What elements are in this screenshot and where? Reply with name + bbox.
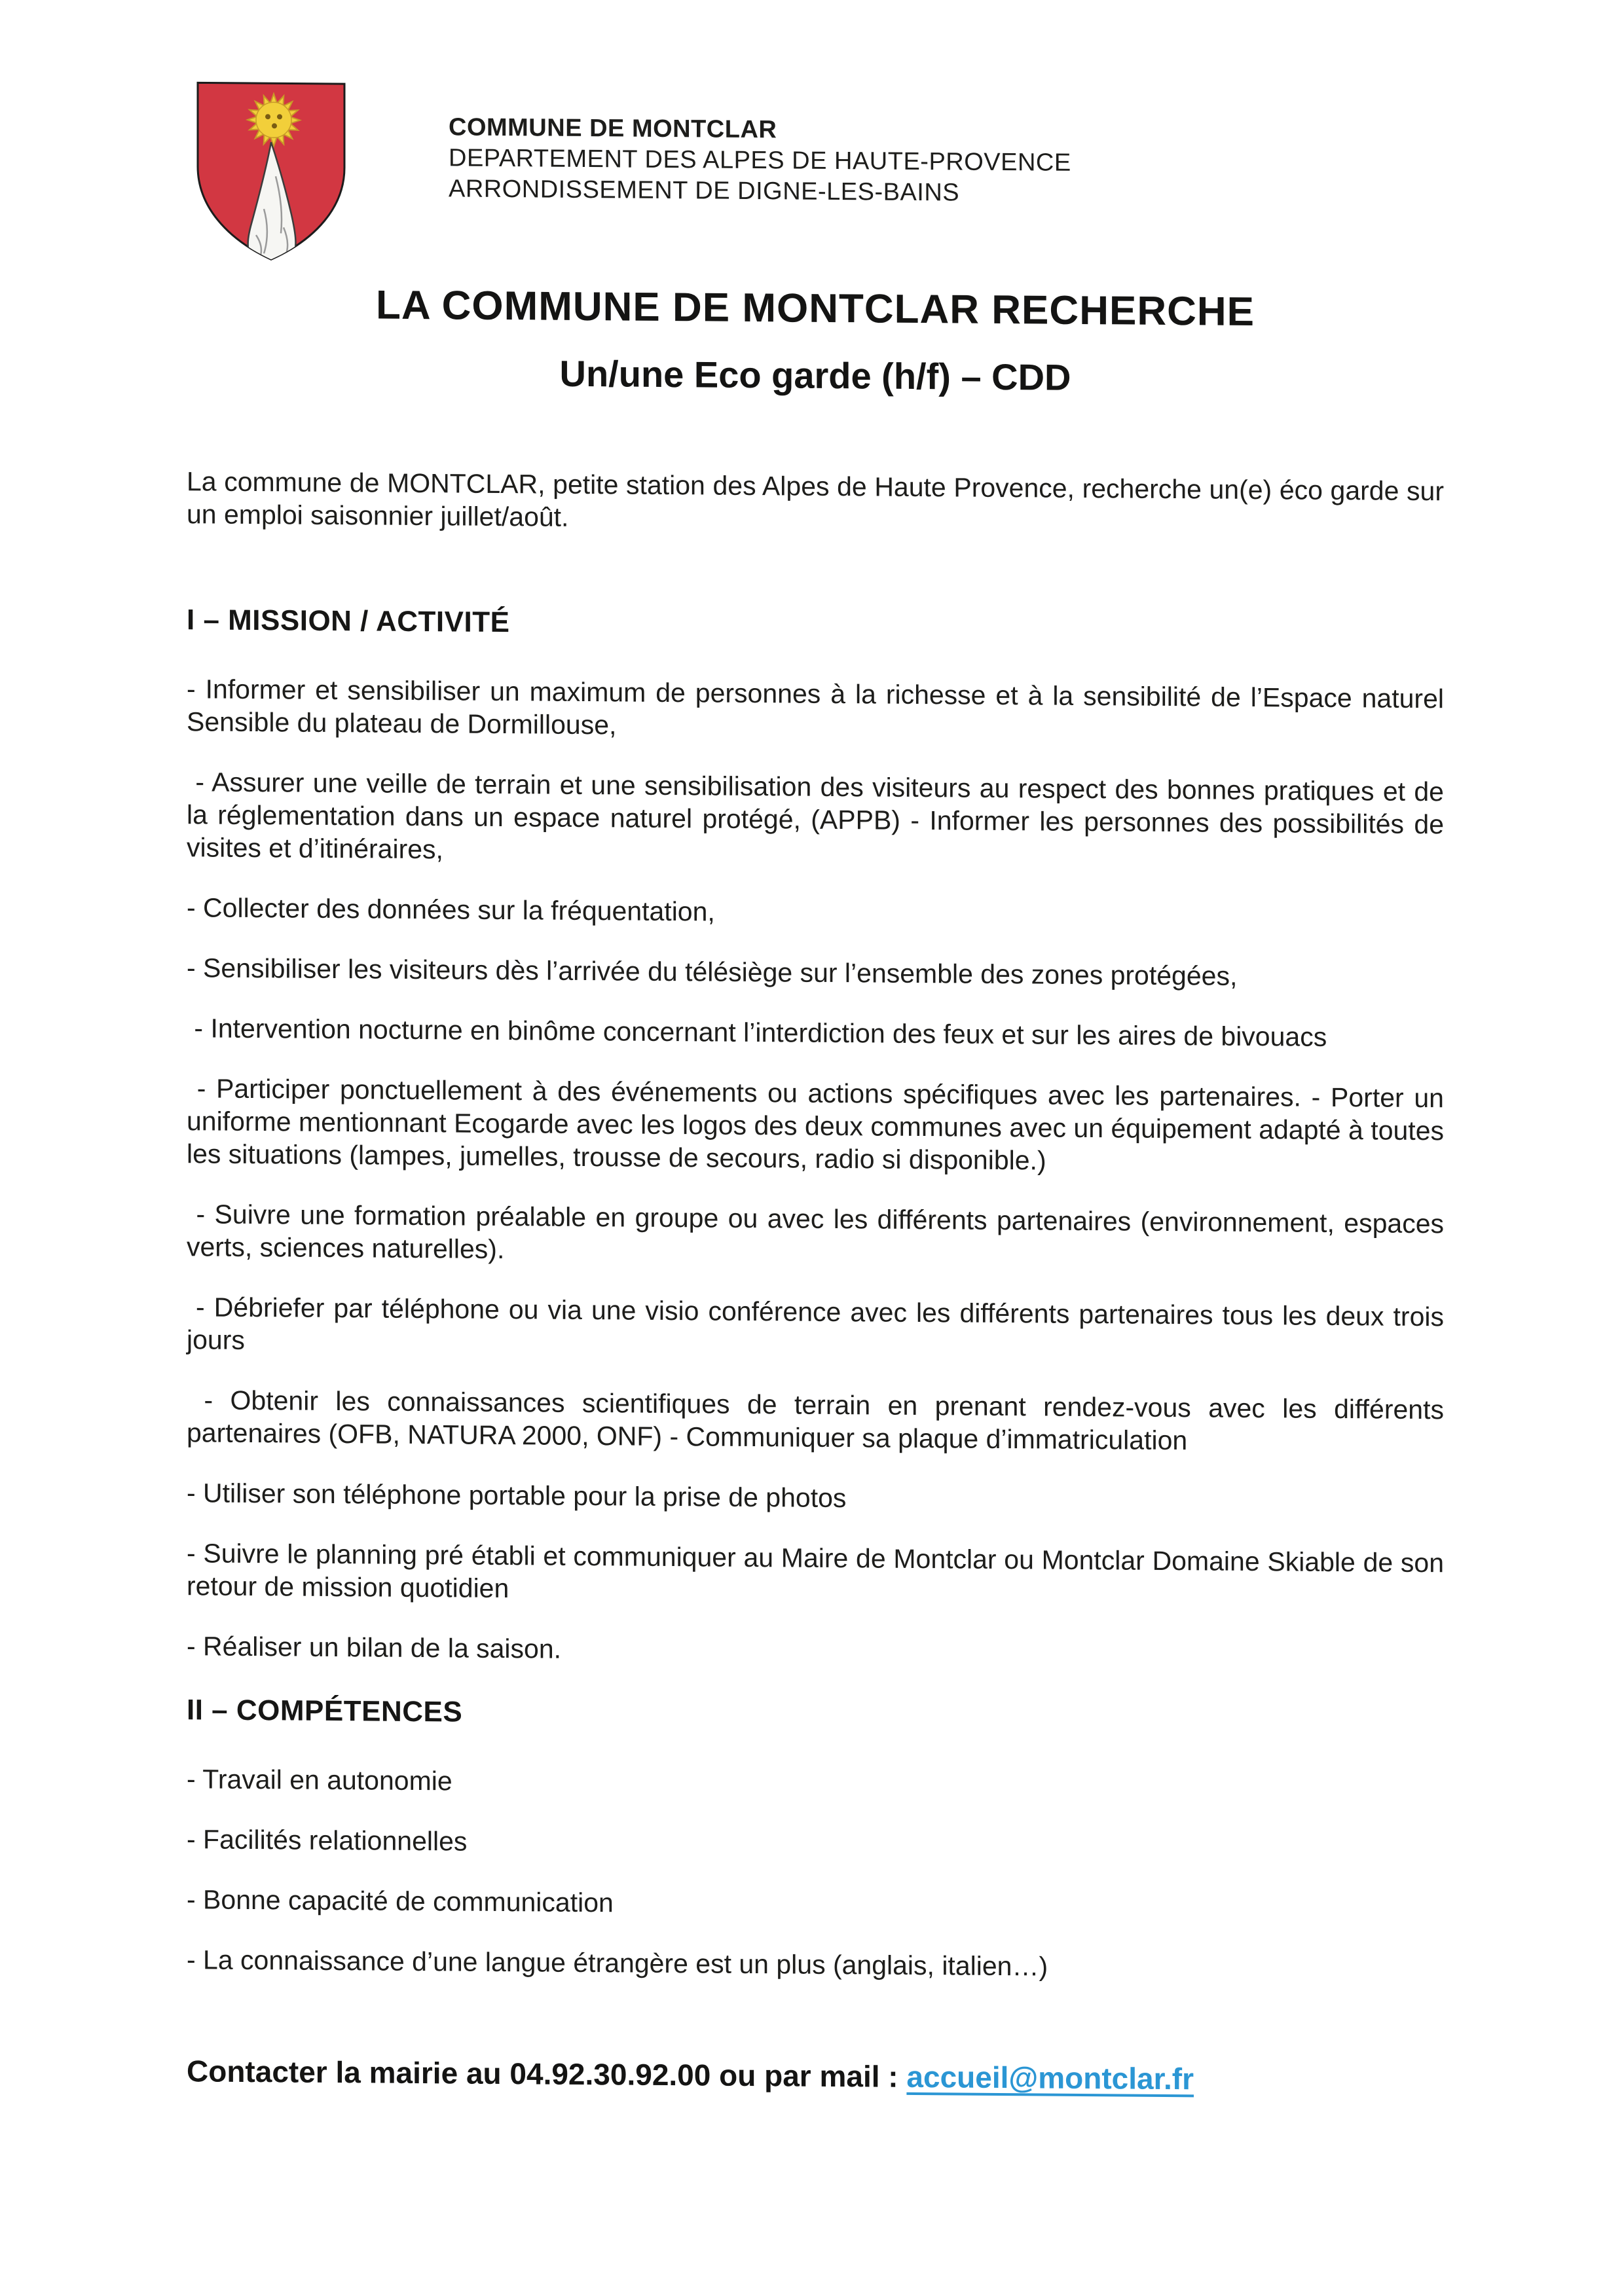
competence-item: - Bonne capacité de communication bbox=[187, 1884, 614, 1918]
org-arrondissement: ARRONDISSEMENT DE DIGNE-LES-BAINS bbox=[449, 175, 960, 207]
mission-item: - Intervention nocturne en binôme concernant l’interdiction des feux et sur les aires de bivouacs bbox=[187, 1013, 1327, 1052]
intro-paragraph: La commune de MONTCLAR, petite station des Alpes de Haute Provence, recherche un(e) éco garde sur un emploi saisonnier juillet/août. bbox=[187, 466, 1452, 532]
mission-item: - Utiliser son téléphone portable pour la prise de photos bbox=[187, 1478, 847, 1514]
mission-item: - Suivre une formation préalable en groupe ou avec les différents partenaires (environnement, espaces verts, sciences naturelles). bbox=[187, 1199, 1452, 1265]
header-org-block bbox=[449, 112, 1071, 209]
mission-item: - Participer ponctuellement à des événements ou actions spécifiques avec les partenaires. - Porter un uniforme mentionnant Ecogarde avec les logos des deux communes avec un équipement adapté à toutes les situations (lampes, jumelles, trousse de secours, radio si disponible.) bbox=[187, 1073, 1452, 1176]
competence-item: - Travail en autonomie bbox=[187, 1764, 452, 1796]
sun-icon bbox=[248, 94, 300, 147]
document-header bbox=[191, 1, 1444, 273]
section-heading-competences: II – COMPÉTENCES bbox=[187, 1694, 463, 1728]
email-link[interactable]: accueil@montclar.fr bbox=[906, 2059, 1194, 2096]
mission-item: - Obtenir les connaissances scientifiques de terrain en prenant rendez-vous avec les différents partenaires (OFB, NATURA 2000, ONF) - Communiquer sa plaque d’immatriculation bbox=[187, 1385, 1452, 1456]
section-heading-mission: I – MISSION / ACTIVITÉ bbox=[187, 604, 510, 639]
mission-item: - Suivre le planning pré établi et communiquer au Maire de Montclar ou Montclar Domaine Skiable de son retour de mission quotidien bbox=[187, 1538, 1452, 1604]
contact-text: Contacter la mairie au 04.92.30.92.00 ou par mail : bbox=[187, 2054, 907, 2094]
contact-line bbox=[187, 2053, 1444, 2098]
competence-item: - Facilités relationnelles bbox=[187, 1824, 468, 1857]
competence-item: - La connaissance d’une langue étrangère est un plus (anglais, italien…) bbox=[187, 1944, 1048, 1982]
page-subtitle: Un/une Eco garde (h/f) – CDD bbox=[559, 352, 1071, 398]
mission-item: - Débriefer par téléphone ou via une visio conférence avec les différents partenaires tous les deux trois jours bbox=[187, 1292, 1452, 1355]
org-name: COMMUNE DE MONTCLAR bbox=[449, 113, 777, 144]
mission-item: - Informer et sensibiliser un maximum de personnes à la richesse et à la sensibilité de l’Espace naturel Sensible du plateau de Dormillouse, bbox=[187, 674, 1452, 740]
mission-item: - Sensibiliser les visiteurs dès l’arrivée du télésiège sur l’ensemble des zones protégées, bbox=[187, 953, 1238, 991]
page-title: LA COMMUNE DE MONTCLAR RECHERCHE bbox=[376, 282, 1255, 335]
mission-item: - Réaliser un bilan de la saison. bbox=[187, 1631, 562, 1664]
org-department: DEPARTEMENT DES ALPES DE HAUTE-PROVENCE bbox=[449, 144, 1071, 177]
mission-item: - Collecter des données sur la fréquentation, bbox=[187, 892, 715, 927]
mission-item: - Assurer une veille de terrain et une sensibilisation des visiteurs au respect des bonnes pratiques et de la réglementation dans un espace naturel protégé, (APPB) - Informer les personnes des possibilités de visites et d’itinéraires, bbox=[187, 767, 1452, 865]
commune-crest bbox=[191, 77, 352, 264]
